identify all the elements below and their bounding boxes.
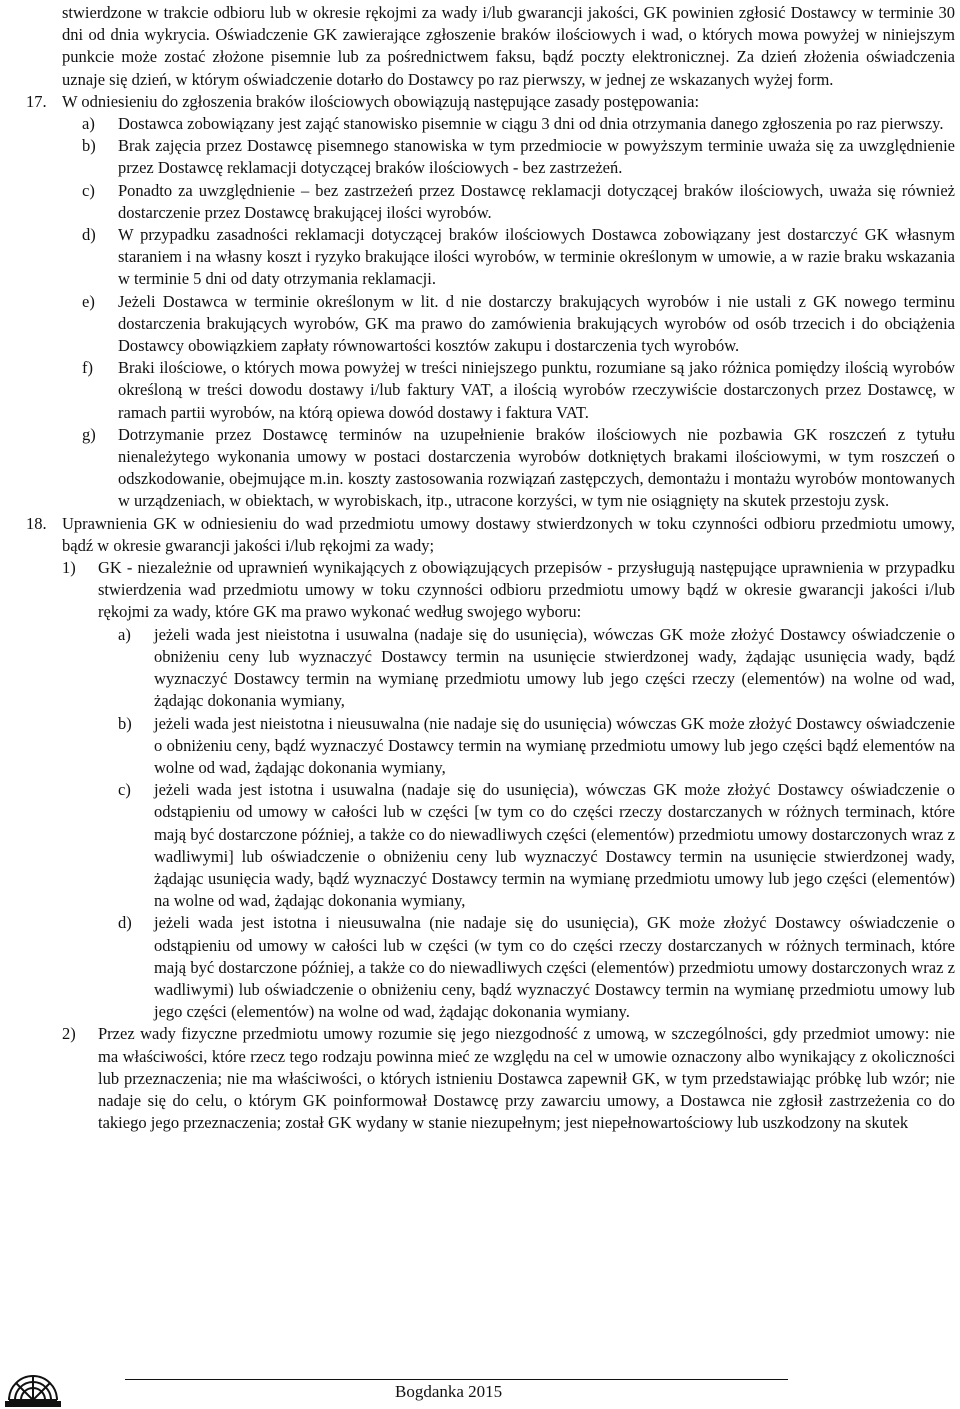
item-text: W przypadku zasadności reklamacji dotyczącej braków ilościowych Dostawca zobowiązany jest dostarczyć GK własnym staraniem i na własny koszt i ryzyko brakujące ilości wyrobów, w terminie określonym w umowie, a w razie braku wskazania w terminie 5 dni od daty otrzymania reklamacji. bbox=[118, 225, 955, 289]
item-text: Dostawca zobowiązany jest zająć stanowisko pisemnie w ciągu 3 dni od dnia otrzymania danego zgłoszenia po raz pierwszy. bbox=[118, 114, 944, 134]
section-18-point-1-items bbox=[62, 624, 955, 1024]
point-label: 1) bbox=[62, 558, 76, 578]
point-label: 2) bbox=[62, 1024, 76, 1044]
section-18-point-1 bbox=[62, 557, 955, 624]
item-label: b) bbox=[118, 713, 132, 733]
point-1-item-b bbox=[98, 713, 955, 780]
item-text: Dotrzymanie przez Dostawcę terminów na uzupełnienie braków ilościowych nie pozbawia GK roszczeń z tytułu nienależytego wykonania umowy w postaci dostarczenia wyrobów dotkniętych brakami ilościowymi, w tym roszczeń o odszkodowanie, obejmujące m.in. koszty zastosowania rozwiązań zastępczych, demontażu i montażu wyrobów montowanych w urządzeniach, w obiektach, w wyrobiskach, itp., utracone korzyści, w tym nie osiągnięty na skutek przestoju zysk. bbox=[118, 424, 955, 511]
section-17-item-a bbox=[62, 113, 955, 135]
item-label: c) bbox=[82, 180, 95, 200]
point-1-item-c bbox=[98, 779, 955, 912]
item-text: jeżeli wada jest nieistotna i nieusuwalna (nie nadaje się do usunięcia) wówczas GK może złożyć Dostawcy oświadczenie o obniżeniu ceny, bądź wyznaczyć Dostawcy termin na wymianę przedmiotu umowy lub jego części bądź elementów na wolne od wad, żądając dokonania wymiany, bbox=[154, 713, 955, 777]
footer-text: Bogdanka 2015 bbox=[395, 1382, 503, 1401]
item-text: jeżeli wada jest nieistotna i usuwalna (nadaje się do usunięcia), wówczas GK może złożyć Dostawcy oświadczenie o obniżeniu ceny lub wyznaczyć Dostawcy termin na usunięcie stwierdzonej wady, żądając usunięcia wady, bądź wyznaczyć Dostawcy termin na wymianę przedmiotu umowy lub jego części rzeczy (elementów) na wolne od wad, żądając dokonania wymiany, bbox=[154, 624, 955, 711]
footer-rule bbox=[125, 1379, 788, 1380]
item-label: a) bbox=[118, 624, 131, 644]
item-label: b) bbox=[82, 136, 96, 156]
section-18-text: Uprawnienia GK w odniesieniu do wad przedmiotu umowy dostawy stwierdzonych w toku czynności odbioru przedmiotu umowy, bądź w okresie gwarancji jakości i/lub rękojmi za wady; bbox=[62, 513, 955, 555]
section-17-item-f bbox=[62, 357, 955, 424]
section-17 bbox=[26, 91, 955, 113]
item-label: f) bbox=[82, 358, 93, 378]
item-label: d) bbox=[118, 913, 132, 933]
document-body bbox=[26, 2, 955, 1134]
section-17-number: 17. bbox=[26, 91, 47, 111]
intro-paragraph: stwierdzone w trakcie odbioru lub w okresie rękojmi za wady i/lub gwarancji jakości, GK powinien zgłosić Dostawcy w terminie 30 dni od dnia wykrycia. Oświadczenie GK zawierające zgłoszenie braków ilościowych i wad, o których mowa powyżej w niniejszym punkcie może zostać złożone pisemnie lub za pośrednictwem faksu, bądź poczty elektronicznej. Za dzień złożenia oświadczenia uznaje się dzień, w którym oświadczenie dotarło do Dostawcy po raz pierwszy, w jednej ze wskazanych wyżej form. bbox=[62, 3, 955, 89]
point-text: GK - niezależnie od uprawnień wynikających z obowiązujących przepisów - przysługują następujące uprawnienia w przypadku stwierdzenia wad przedmiotu umowy w toku czynności odbioru przedmiotu umowy bądź w okresie gwarancji jakości i/lub rękojmi za wady, które GK ma prawo wykonać według swojego wyboru: bbox=[98, 558, 955, 622]
item-label: d) bbox=[82, 225, 96, 245]
section-17-item-g bbox=[62, 424, 955, 513]
item-text: Ponadto za uwzględnienie – bez zastrzeżeń przez Dostawcę reklamacji dotyczącej braków ilościowych, uważa się również dostarczenie przez Dostawcę brakującej ilości wyrobów. bbox=[118, 180, 955, 222]
section-18 bbox=[26, 513, 955, 557]
item-text: Braki ilościowe, o których mowa powyżej w treści niniejszego punktu, rozumiane są jako różnica pomiędzy ilością wyrobów określoną w treści dowodu dostawy i/lub faktury VAT, a ilością wyrobów rzeczywiście dostarczonych przez Dostawcę, w ramach partii wyrobów, na którą opiewa dowód dostawy i faktura VAT. bbox=[118, 358, 955, 422]
item-text: Jeżeli Dostawca w terminie określonym w lit. d nie dostarczy brakujących wyrobów i nie ustali z GK nowego terminu dostarczenia brakujących wyrobów, GK ma prawo do zamówienia brakujących wyrobów od osób trzecich i do obciążenia Dostawcy obowiązkiem zapłaty równowartości kosztów zakupu i dostarczenia tych wyrobów. bbox=[118, 291, 955, 356]
section-17-text: W odniesieniu do zgłoszenia braków ilościowych obowiązują następujące zasady postępowania: bbox=[62, 91, 700, 111]
section-17-item-c bbox=[62, 180, 955, 224]
section-17-item-e bbox=[62, 291, 955, 358]
section-18-point-2 bbox=[62, 1023, 955, 1134]
item-label: e) bbox=[82, 291, 95, 311]
item-label: g) bbox=[82, 424, 96, 444]
section-17-item-b bbox=[62, 135, 955, 179]
item-label: a) bbox=[82, 114, 95, 134]
page-footer bbox=[0, 1350, 960, 1409]
section-18-number: 18. bbox=[26, 513, 47, 533]
mining-wheel-logo-icon bbox=[3, 1350, 63, 1408]
item-text: jeżeli wada jest istotna i usuwalna (nadaje się do usunięcia), wówczas GK może złożyć Dostawcy oświadczenie o odstąpieniu od umowy w całości lub w części [w tym co do części rzeczy dostarczanych w różnych terminach, które mają być dostarczone później, a także co do niewadliwych części (elementów) przedmiotu umowy dostarczonych wraz z wadliwymi] lub oświadczenie o obniżeniu ceny lub wyznaczyć Dostawcy termin na usunięcie stwierdzonej wady, żądając usunięcia wady, bądź wyznaczyć Dostawcy termin na wymianę przedmiotu umowy lub jego części (elementów) na wolne od wad, żądając dokonania wymiany, bbox=[154, 780, 955, 911]
section-17-item-d bbox=[62, 224, 955, 291]
item-label: c) bbox=[118, 780, 131, 800]
item-text: jeżeli wada jest istotna i nieusuwalna (nie nadaje się do usunięcia), GK może złożyć Dostawcy oświadczenie o odstąpieniu od umowy w całości lub w części (w tym co do części rzeczy dostarczanych w różnych terminach, które mają być dostarczone później, a także co do niewadliwych części (elementów) przedmiotu umowy dostarczonych wraz z wadliwymi) lub oświadczenie o obniżeniu ceny, bądź wyznaczyć Dostawcy termin na wymianę przedmiotu umowy lub jego części (elementów) na wolne od wad, żądając dokonania wymiany. bbox=[154, 913, 955, 1022]
point-1-item-a bbox=[98, 624, 955, 713]
point-text: Przez wady fizyczne przedmiotu umowy rozumie się jego niezgodność z umową, w szczególności, gdy przedmiot umowy: nie ma właściwości, które rzecz tego rodzaju powinna mieć ze względu na cel w umowie oznaczony albo wynikający z okoliczności lub przeznaczenia; nie ma właściwości, o których istnieniu Dostawca zapewnił GK, w tym przedstawiając próbkę lub wzór; nie nadaje się do celu, o którym GK poinformował Dostawcę przy zawarciu umowy, a Dostawca nie zgłosił zastrzeżenia co do takiego jego przeznaczenia; został GK wydany w stanie niezupełnym; jest niepełnowartościowy lub uszkodzony na skutek bbox=[98, 1024, 955, 1133]
item-text: Brak zajęcia przez Dostawcę pisemnego stanowiska w tym przedmiocie w powyższym terminie uważa się za uwzględnienie przez Dostawcę reklamacji dotyczącej braków ilościowych - bez zastrzeżeń. bbox=[118, 136, 955, 178]
point-1-item-d bbox=[98, 912, 955, 1023]
